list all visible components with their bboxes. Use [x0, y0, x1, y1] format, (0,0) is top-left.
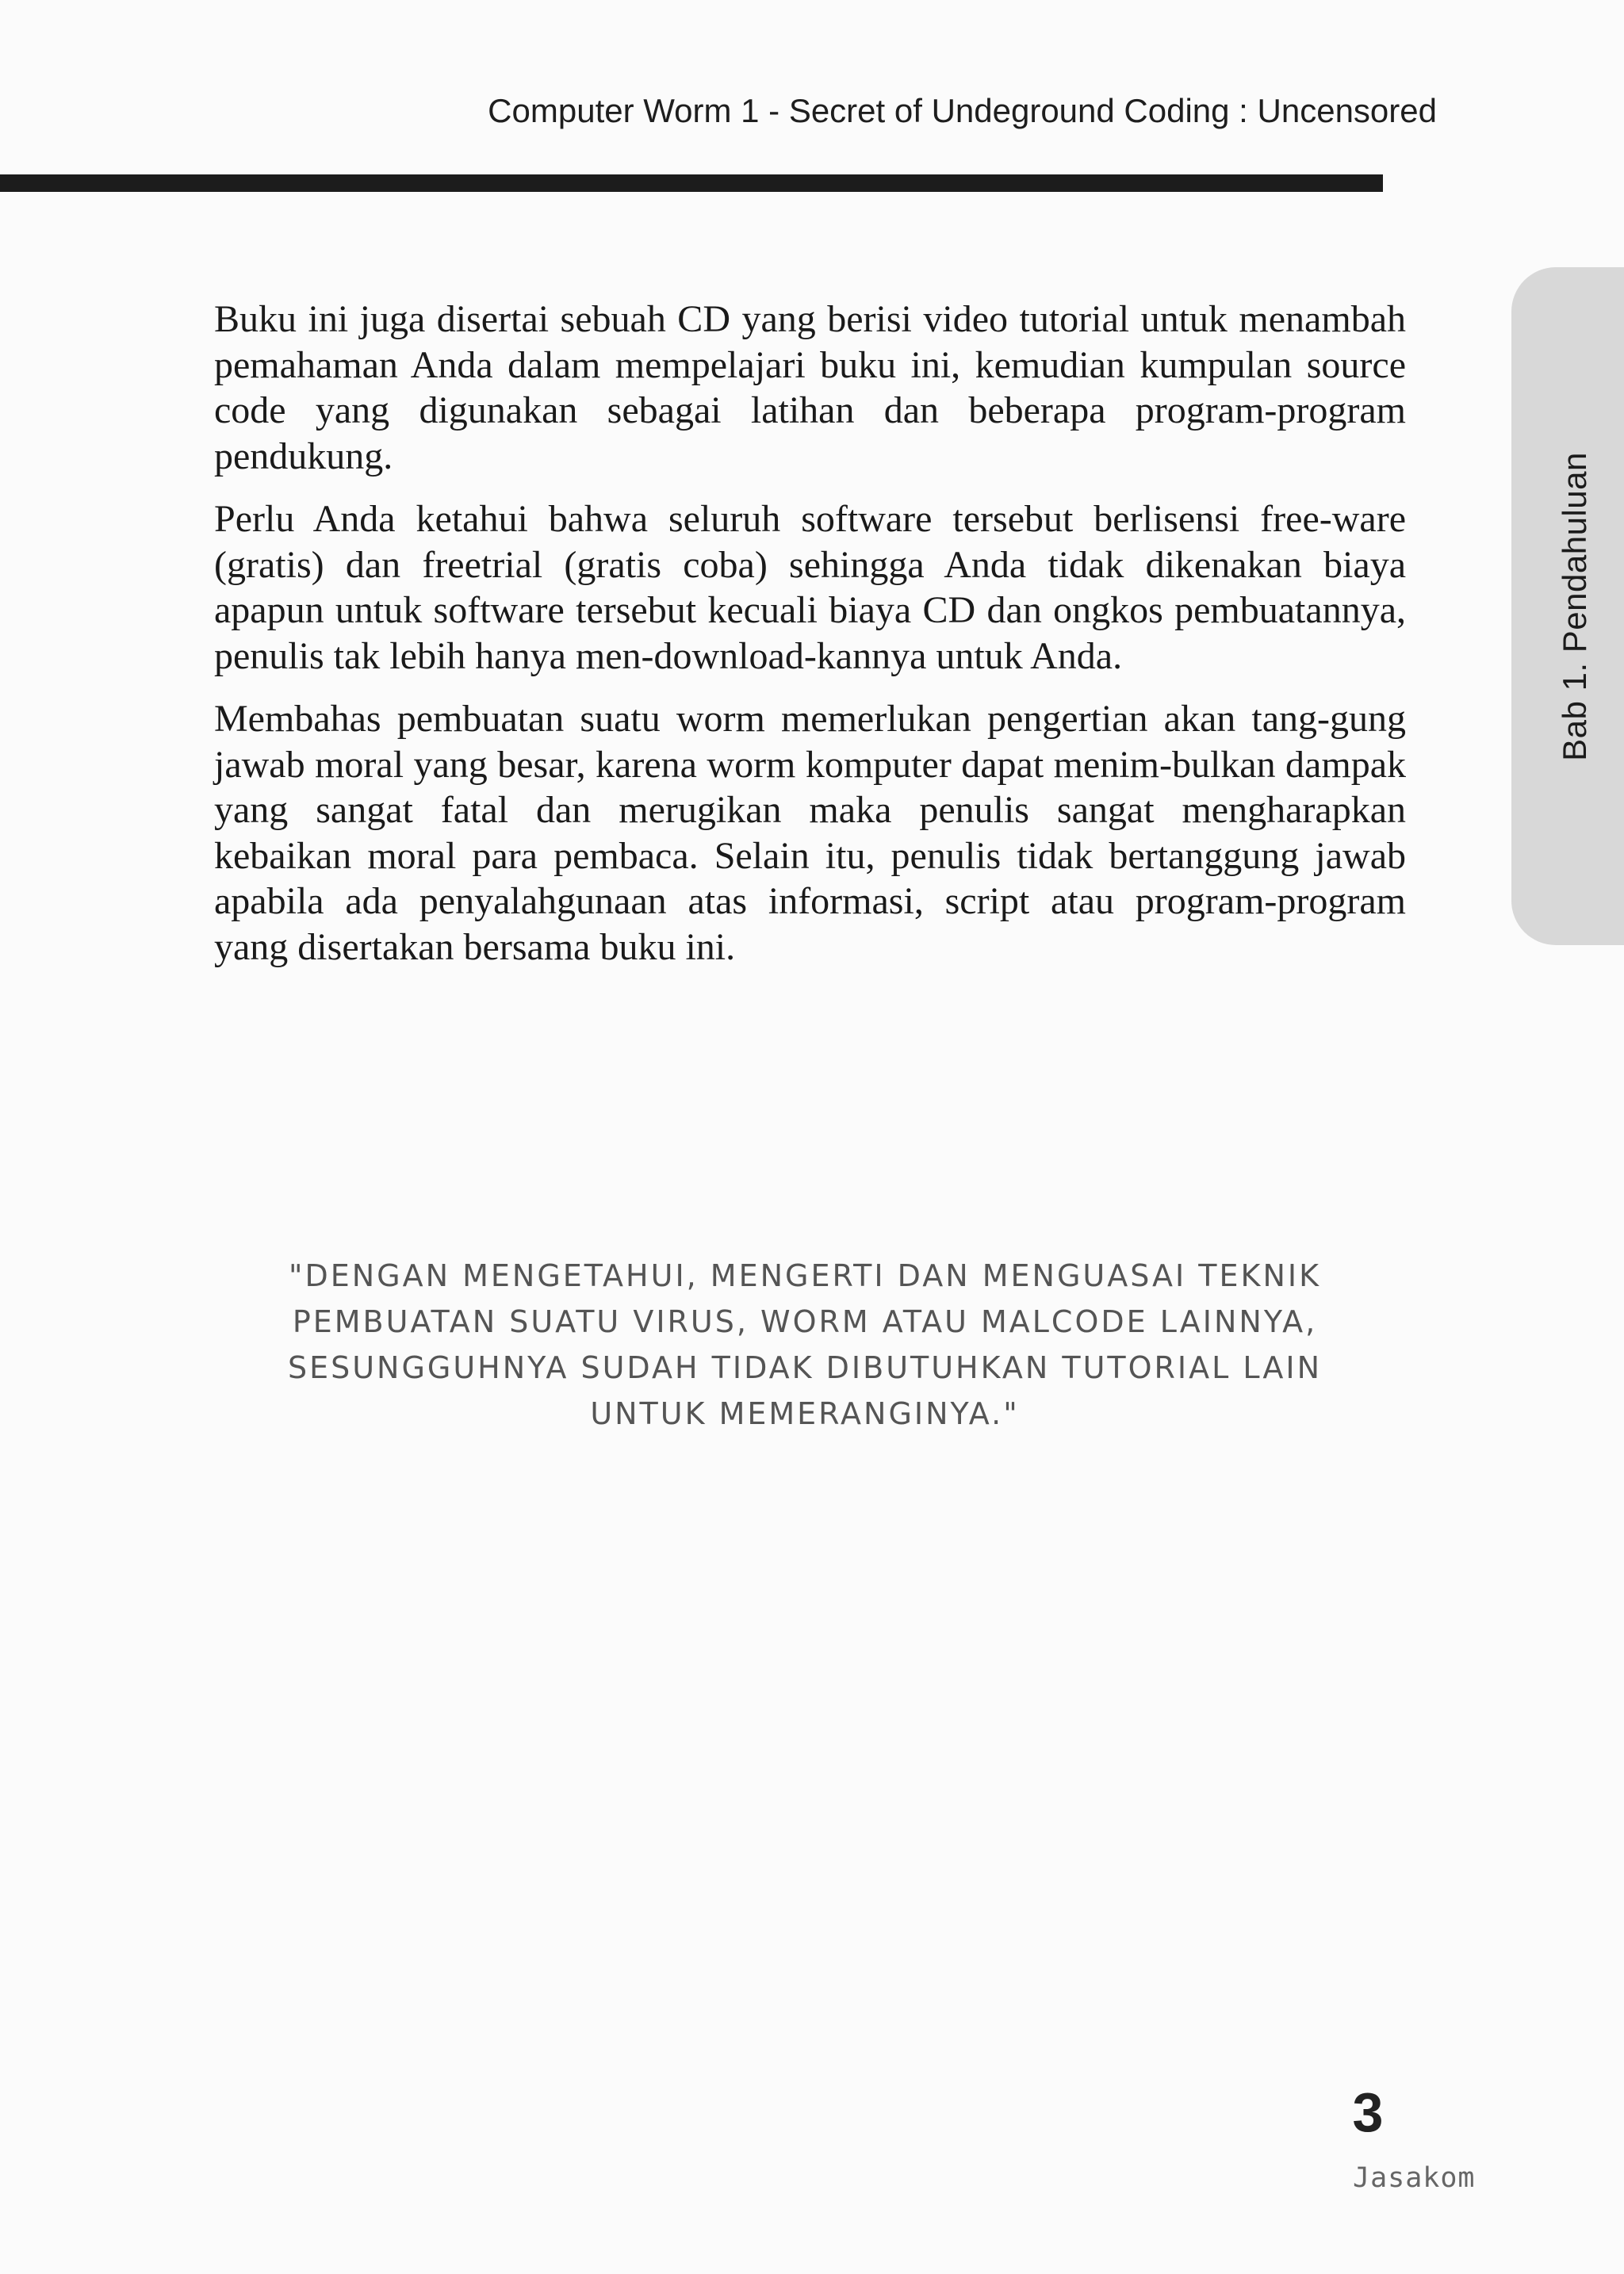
quote-line: PEMBUATAN SUATU VIRUS, WORM ATAU MALCODE LAINNYA,	[292, 1304, 1318, 1339]
page-number: 3	[1352, 2081, 1384, 2143]
quote-line: SESUNGGUHNYA SUDAH TIDAK DIBUTUHKAN TUTORIAL LAIN	[287, 1350, 1323, 1385]
paragraph-moral-responsibility: Membahas pembuatan suatu worm memerlukan pengertian akan tang-gung jawab moral yang besar, karena worm komputer dapat menim-bulkan dampak yang sangat fatal dan merugikan maka penulis sangat mengharapkan kebaikan moral para pembaca. Selain itu, penulis tidak bertanggung jawab apabila ada penyalahgunaan atas informasi, script atau program-program yang disertakan bersama buku ini.	[214, 698, 1406, 968]
running-header-title: Computer Worm 1 - Secret of Undeground Coding : Uncensored	[488, 92, 1437, 129]
paragraph-cd-contents: Buku ini juga disertai sebuah CD yang berisi video tutorial untuk menambah pemahaman Anda dalam mempelajari buku ini, kemudian kumpulan source code yang digunakan sebagai latihan dan beberapa program-program pendukung.	[214, 298, 1406, 477]
header-rule	[0, 174, 1383, 192]
paragraph-software-license: Perlu Anda ketahui bahwa seluruh software tersebut berlisensi free-ware (gratis) dan freetrial (gratis coba) sehingga Anda tidak dikenakan biaya apapun untuk software tersebut kecuali biaya CD dan ongkos pembuatannya, penulis tak lebih hanya men-download-kannya untuk Anda.	[214, 498, 1406, 677]
quote-line: UNTUK MEMERANGINYA."	[590, 1396, 1020, 1431]
body-text	[214, 297, 1406, 987]
pull-quote	[222, 1253, 1388, 1437]
chapter-tab	[1511, 267, 1624, 945]
publisher-name: Jasakom	[1353, 2162, 1476, 2194]
chapter-tab-label: Bab 1. Pendahuluan	[1556, 451, 1593, 761]
quote-line: "DENGAN MENGETAHUI, MENGERTI DAN MENGUASAI TEKNIK	[289, 1258, 1321, 1293]
